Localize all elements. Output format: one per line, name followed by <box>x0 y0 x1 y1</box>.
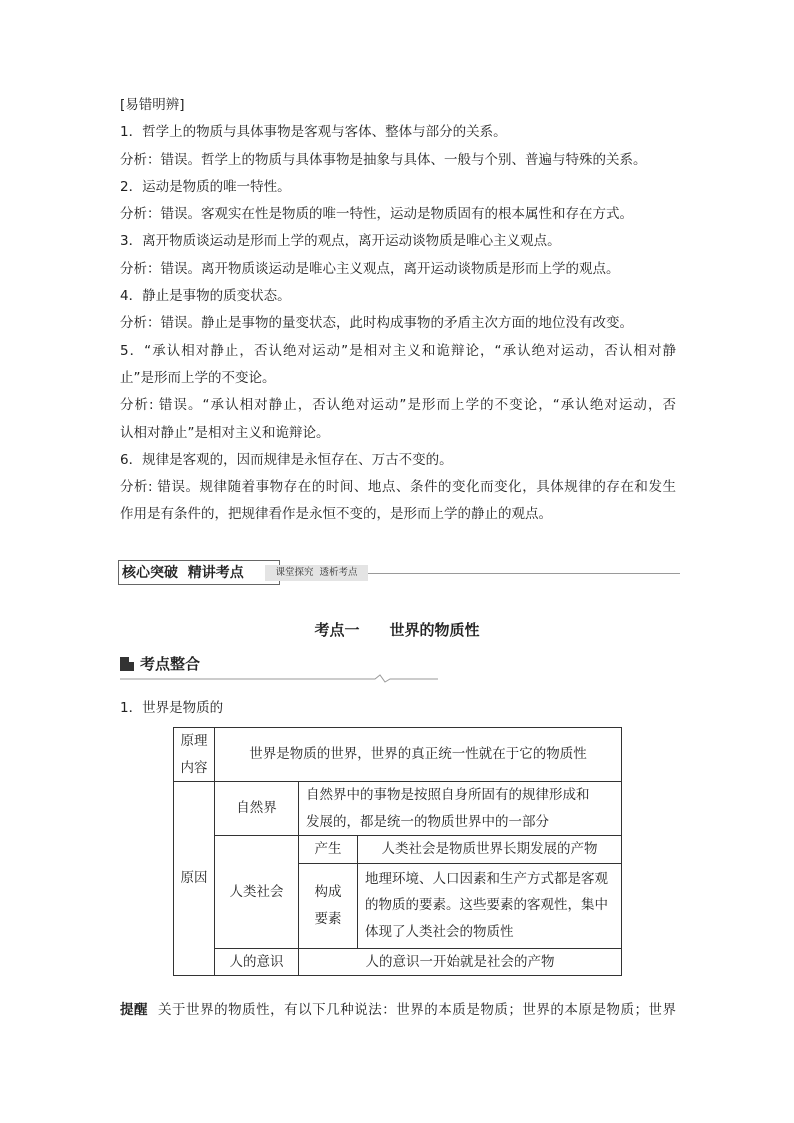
nature-content-line-1: 自然界中的事物是按照自身所固有的规律形成和 <box>306 787 590 803</box>
reasons-label: 原因 <box>180 870 208 887</box>
society-elements-content-cell <box>358 863 622 948</box>
square-bullet-icon <box>120 657 134 671</box>
consciousness-label-cell <box>215 948 299 976</box>
mistake-1-statement: 1．哲学上的物质与具体事物是客观与客体、整体与部分的关系。 <box>120 124 507 141</box>
banner-divider <box>368 573 680 574</box>
society-elements-label-line-2: 要素 <box>314 910 342 927</box>
topic-heading: 考点一 世界的物质性 <box>314 621 480 639</box>
nature-content-cell <box>299 782 622 836</box>
principle-content: 世界是物质的世界，世界的真正统一性就在于它的物质性 <box>249 746 587 763</box>
reasons-label-cell <box>174 782 215 976</box>
principle-label-line-1: 原理 <box>180 733 208 749</box>
mistake-5-analysis-line-2: 认相对静止”是相对主义和诡辩论。 <box>120 424 330 441</box>
principle-content-cell <box>215 728 622 782</box>
nature-label-cell <box>215 782 299 836</box>
society-elements-content-line-3: 体现了人类社会的物质性 <box>365 923 514 940</box>
square-bullet-notch <box>129 657 134 662</box>
mistakes-title: [易错明辨] <box>120 97 185 113</box>
banner-main-title: 核心突破 精讲考点 <box>122 565 244 581</box>
reminder-text: 关于世界的物质性，有以下几种说法：世界的本质是物质；世界的本原是物质；世界 <box>158 1002 677 1018</box>
society-elements-label-line-1: 构成 <box>314 884 342 900</box>
mistake-3-statement: 3．离开物质谈运动是形而上学的观点，离开运动谈物质是唯心主义观点。 <box>120 233 561 250</box>
reminder-label: 提醒 <box>120 1002 149 1018</box>
subsection-underline <box>118 672 440 684</box>
society-label: 人类社会 <box>229 883 284 900</box>
consciousness-label: 人的意识 <box>229 953 284 970</box>
mistake-2-statement: 2．运动是物质的唯一特性。 <box>120 178 291 195</box>
society-origin-content-cell <box>358 836 622 864</box>
mistake-3-analysis: 分析：错误。离开物质谈运动是唯心主义观点，离开运动谈物质是形而上学的观点。 <box>120 260 620 277</box>
society-origin-label-cell <box>299 836 358 864</box>
mistake-2-analysis: 分析：错误。客观实在性是物质的唯一特性，运动是物质固有的根本属性和存在方式。 <box>120 206 633 223</box>
mistakes-section <box>120 92 676 529</box>
point-1-title: 1．世界是物质的 <box>120 700 224 716</box>
mistake-6-analysis-line-1: 分析: 错误。规律随着事物存在的时间、地点、条件的变化而变化，具体规律的存在和发生 <box>120 479 676 496</box>
society-elements-label-cell <box>299 863 358 948</box>
society-elements-content-line-1: 地理环境、人口因素和生产方式都是客观 <box>365 870 608 887</box>
society-origin-content: 人类社会是物质世界长期发展的产物 <box>381 841 598 857</box>
mistake-1-analysis: 分析：错误。哲学上的物质与具体事物是抽象与具体、一般与个别、普遍与特殊的关系。 <box>120 151 647 168</box>
banner-tag: 课堂探究 透析考点 <box>265 565 368 581</box>
mistake-6-analysis-line-2: 作用是有条件的，把规律看作是永恒不变的，是形而上学的静止的观点。 <box>120 506 552 523</box>
subsection-title: 考点整合 <box>140 655 201 673</box>
consciousness-content-cell <box>299 948 622 976</box>
principle-label-cell <box>174 728 215 782</box>
mistake-4-statement: 4．静止是事物的质变状态。 <box>120 288 291 305</box>
principle-label-line-2: 内容 <box>180 759 208 776</box>
consciousness-content: 人的意识一开始就是社会的产物 <box>365 953 555 970</box>
mistake-6-statement: 6．规律是客观的，因而规律是永恒存在、万古不变的。 <box>120 451 453 468</box>
mistake-5-analysis-line-1: 分析: 错误。“承认相对静止，否认绝对运动”是形而上学的不变论，“承认绝对运动，否 <box>120 397 676 414</box>
society-elements-content-line-2: 的物质的要素。这些要素的客观性，集中 <box>365 897 608 914</box>
mistake-5-statement-line-2: 止”是形而上学的不变论。 <box>120 369 276 386</box>
mistake-4-analysis: 分析：错误。静止是事物的量变状态，此时构成事物的矛盾主次方面的地位没有改变。 <box>120 315 633 332</box>
society-label-cell <box>215 836 299 949</box>
nature-content-line-2: 发展的，都是统一的物质世界中的一部分 <box>306 813 549 830</box>
society-origin-label: 产生 <box>314 841 342 857</box>
nature-label: 自然界 <box>236 800 277 817</box>
world-material-table <box>173 727 622 976</box>
mistake-5-statement-line-1: 5．“承认相对静止，否认绝对运动”是相对主义和诡辩论，“承认绝对运动，否认相对静 <box>120 342 676 359</box>
reminder-line <box>120 1000 676 1020</box>
